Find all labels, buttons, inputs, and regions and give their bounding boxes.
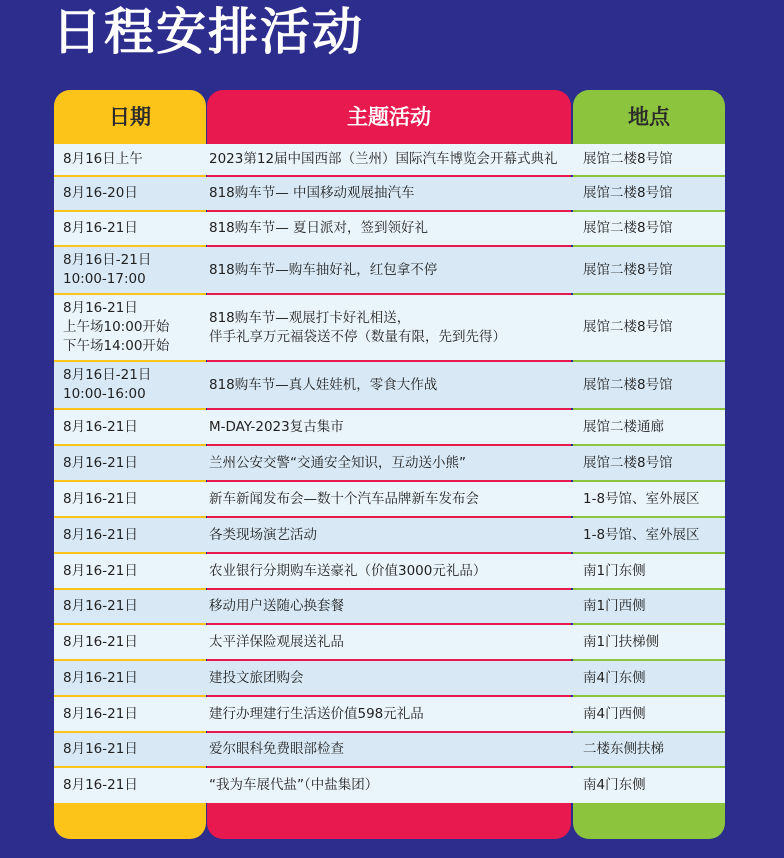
header-topic: 主题活动 bbox=[347, 105, 431, 129]
table-row bbox=[54, 446, 725, 480]
row-topic bbox=[207, 410, 571, 444]
row-topic bbox=[207, 518, 571, 552]
row-date-line: 8月16-21日 bbox=[63, 669, 138, 686]
row-date-line: 8月16-20日 bbox=[63, 185, 138, 201]
row-place-line: 1-8号馆、室外展区 bbox=[583, 526, 700, 543]
row-place-line: 二楼东侧扶梯 bbox=[583, 741, 664, 757]
row-topic bbox=[207, 590, 571, 623]
row-place-line: 展馆二楼8号馆 bbox=[583, 220, 673, 236]
row-place-line: 南1门西侧 bbox=[583, 598, 646, 614]
row-topic-line: 818购车节—观展打卡好礼相送， bbox=[209, 309, 411, 326]
row-topic bbox=[207, 554, 571, 588]
row-topic-line: 兰州公安交警“交通安全知识，互动送小熊” bbox=[209, 454, 466, 471]
row-place-line: 展馆二楼8号馆 bbox=[583, 319, 673, 335]
row-date bbox=[54, 212, 206, 245]
row-date bbox=[54, 661, 206, 695]
row-topic-line: 818购车节— 中国移动观展抽汽车 bbox=[209, 185, 415, 201]
row-topic bbox=[207, 144, 571, 175]
row-topic bbox=[207, 482, 571, 516]
row-topic-line: 818购车节—真人娃娃机，零食大作战 bbox=[209, 376, 438, 393]
row-place bbox=[573, 768, 725, 803]
row-date-line: 8月16-21日 bbox=[63, 741, 138, 757]
table-row bbox=[54, 362, 725, 408]
table-row bbox=[54, 410, 725, 444]
table-row bbox=[54, 697, 725, 731]
row-place-line: 1-8号馆、室外展区 bbox=[583, 490, 700, 507]
row-topic bbox=[207, 733, 571, 766]
page-title: 日程安排活动 bbox=[52, 3, 364, 61]
row-topic-line: 农业银行分期购车送豪礼（价值3000元礼品） bbox=[209, 562, 487, 579]
row-topic-line: “我为车展代盐”（中盐集团） bbox=[209, 777, 379, 793]
row-place-line: 南1门扶梯侧 bbox=[583, 633, 660, 650]
table-row bbox=[54, 625, 725, 659]
row-date-line: 8月16-21日 bbox=[63, 526, 138, 543]
row-date-line: 8月16-21日 bbox=[63, 490, 138, 507]
row-date-line: 上午场10:00开始 bbox=[63, 319, 170, 335]
row-date bbox=[54, 697, 206, 731]
table-row bbox=[54, 661, 725, 695]
table-row bbox=[54, 212, 725, 245]
row-topic bbox=[207, 446, 571, 480]
row-topic bbox=[207, 212, 571, 245]
row-place bbox=[573, 362, 725, 408]
row-place-line: 展馆二楼通廊 bbox=[583, 418, 664, 435]
row-date bbox=[54, 625, 206, 659]
row-place bbox=[573, 590, 725, 623]
row-topic-line: 各类现场演艺活动 bbox=[209, 526, 317, 543]
row-date-line: 8月16-21日 bbox=[63, 633, 138, 650]
row-date bbox=[54, 410, 206, 444]
row-date bbox=[54, 768, 206, 803]
row-date bbox=[54, 362, 206, 408]
row-date-line: 8月16-21日 bbox=[63, 300, 138, 316]
row-date-line: 下午场14:00开始 bbox=[63, 338, 170, 354]
table-row bbox=[54, 518, 725, 552]
row-place-line: 展馆二楼8号馆 bbox=[583, 185, 673, 201]
row-topic-line: 新车新闻发布会—数十个汽车品牌新车发布会 bbox=[209, 490, 479, 507]
row-topic-line: 2023第12届中国西部（兰州）国际汽车博览会开幕式典礼 bbox=[209, 151, 558, 167]
row-topic bbox=[207, 625, 571, 659]
row-date bbox=[54, 554, 206, 588]
row-topic bbox=[207, 768, 571, 803]
table-row bbox=[54, 554, 725, 588]
row-date bbox=[54, 177, 206, 210]
row-place-line: 展馆二楼8号馆 bbox=[583, 151, 673, 167]
table-row bbox=[54, 733, 725, 766]
row-place-line: 展馆二楼8号馆 bbox=[583, 261, 673, 278]
schedule-table bbox=[54, 90, 725, 839]
row-topic-line: 移动用户送随心换套餐 bbox=[209, 598, 344, 614]
table-header bbox=[54, 90, 725, 142]
row-place bbox=[573, 733, 725, 766]
row-place bbox=[573, 212, 725, 245]
row-date-line: 8月16-21日 bbox=[63, 562, 138, 579]
row-date bbox=[54, 247, 206, 293]
row-place bbox=[573, 144, 725, 175]
row-place bbox=[573, 410, 725, 444]
row-date-line: 10:00-16:00 bbox=[63, 386, 146, 402]
row-date bbox=[54, 295, 206, 360]
row-place bbox=[573, 625, 725, 659]
row-date-line: 8月16-21日 bbox=[63, 777, 138, 793]
row-date bbox=[54, 482, 206, 516]
table-row bbox=[54, 144, 725, 175]
row-date bbox=[54, 733, 206, 766]
row-place bbox=[573, 554, 725, 588]
row-date-line: 8月16-21日 bbox=[63, 418, 138, 435]
row-place bbox=[573, 295, 725, 360]
row-date bbox=[54, 446, 206, 480]
row-place bbox=[573, 446, 725, 480]
row-topic bbox=[207, 697, 571, 731]
row-date-line: 8月16-21日 bbox=[63, 220, 138, 236]
row-place-line: 展馆二楼8号馆 bbox=[583, 454, 673, 471]
row-place-line: 展馆二楼8号馆 bbox=[583, 376, 673, 393]
row-topic-line: 818购车节— 夏日派对，签到领好礼 bbox=[209, 220, 429, 236]
table-row bbox=[54, 295, 725, 360]
row-place bbox=[573, 482, 725, 516]
row-topic-line: 818购车节—购车抽好礼，红包拿不停 bbox=[209, 261, 438, 278]
row-topic-line: 爱尔眼科免费眼部检查 bbox=[209, 741, 344, 757]
row-date-line: 8月16日-21日 bbox=[63, 367, 152, 383]
table-row bbox=[54, 247, 725, 293]
row-date-line: 8月16-21日 bbox=[63, 598, 138, 614]
table-row bbox=[54, 177, 725, 210]
row-date-line: 8月16日上午 bbox=[63, 151, 143, 167]
table-row bbox=[54, 590, 725, 623]
row-place-line: 南4门西侧 bbox=[583, 705, 646, 722]
row-topic bbox=[207, 295, 571, 360]
row-topic-line: 建行办理建行生活送价值598元礼品 bbox=[209, 705, 424, 722]
row-date-line: 10:00-17:00 bbox=[63, 271, 146, 287]
row-topic bbox=[207, 247, 571, 293]
row-topic-line: 建投文旅团购会 bbox=[209, 669, 304, 686]
row-place-line: 南4门东侧 bbox=[583, 777, 646, 793]
row-topic-line: M-DAY-2023复古集市 bbox=[209, 418, 344, 435]
row-topic bbox=[207, 177, 571, 210]
row-topic-line: 伴手礼享万元福袋送不停（数量有限，先到先得） bbox=[209, 328, 506, 345]
table-row bbox=[54, 482, 725, 516]
row-topic bbox=[207, 362, 571, 408]
row-place bbox=[573, 661, 725, 695]
row-date bbox=[54, 590, 206, 623]
header-place: 地点 bbox=[628, 105, 670, 129]
table-row bbox=[54, 768, 725, 803]
row-place-line: 南1门东侧 bbox=[583, 562, 646, 579]
row-place bbox=[573, 697, 725, 731]
row-place-line: 南4门东侧 bbox=[583, 669, 646, 686]
row-place bbox=[573, 247, 725, 293]
row-date-line: 8月16-21日 bbox=[63, 454, 138, 471]
row-date-line: 8月16-21日 bbox=[63, 705, 138, 722]
row-topic-line: 太平洋保险观展送礼品 bbox=[209, 633, 344, 650]
row-topic bbox=[207, 661, 571, 695]
row-date bbox=[54, 144, 206, 175]
header-date: 日期 bbox=[109, 105, 151, 129]
row-date-line: 8月16日-21日 bbox=[63, 252, 152, 268]
row-date bbox=[54, 518, 206, 552]
row-place bbox=[573, 518, 725, 552]
row-place bbox=[573, 177, 725, 210]
